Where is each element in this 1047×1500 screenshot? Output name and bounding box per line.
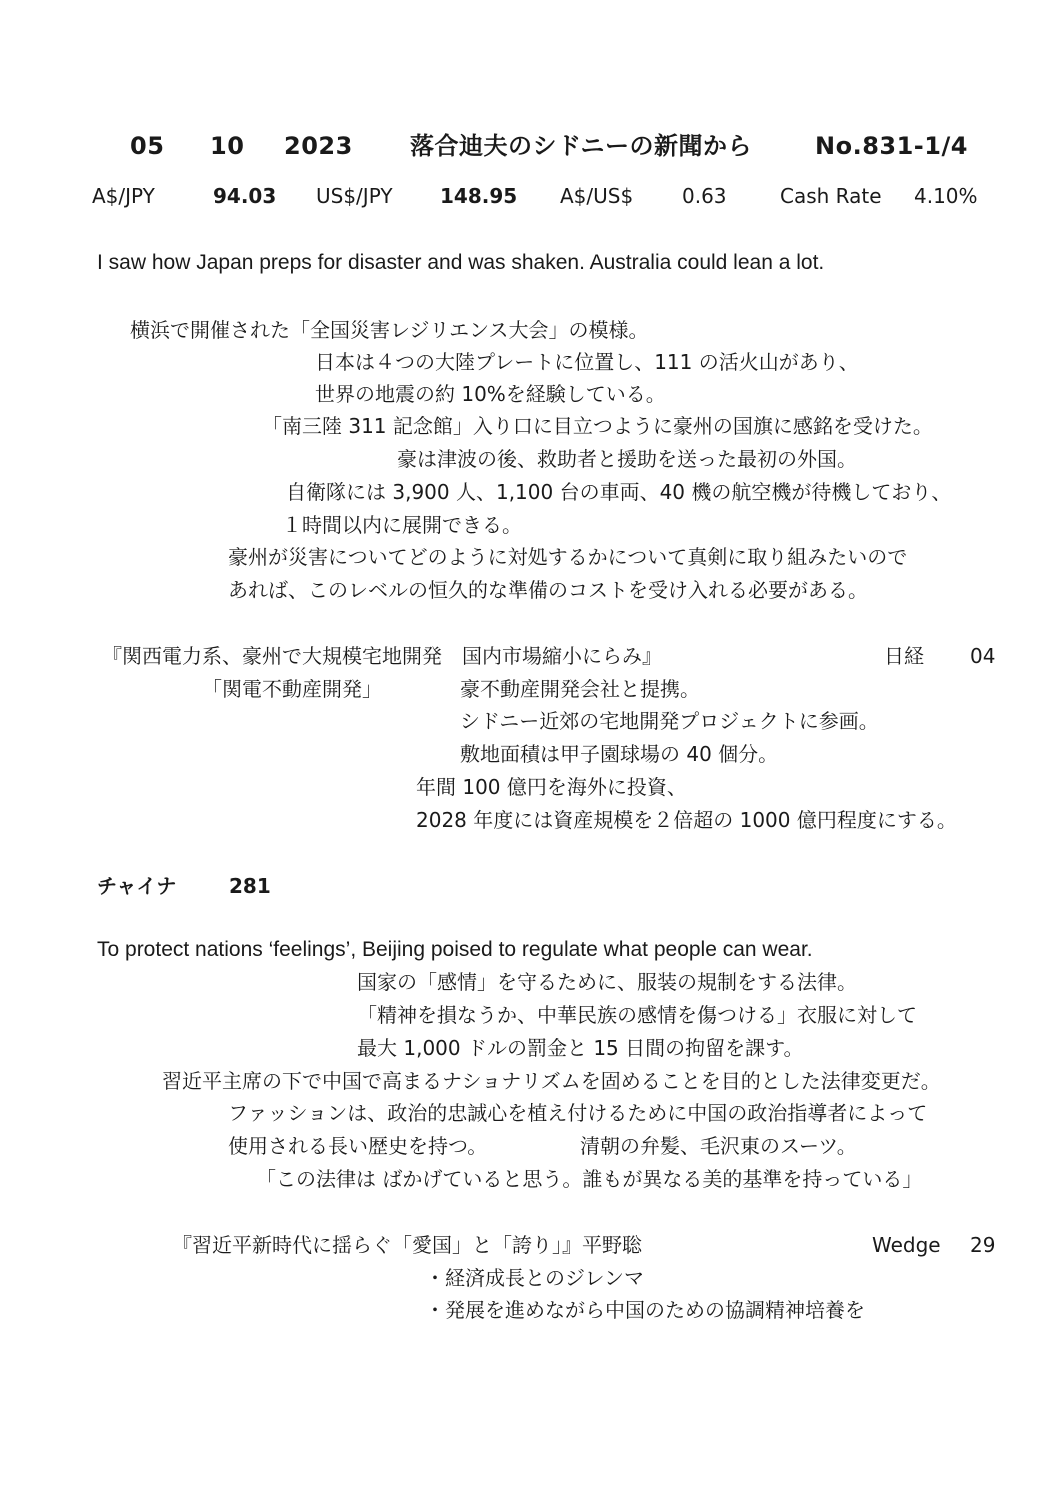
article-line: 国家の「感情」を守るために、服装の規制をする法律。	[357, 970, 857, 994]
cash-rate-value: 4.10%	[914, 184, 978, 208]
article-line: 「南三陸 311 記念館」入り口に目立つように豪州の国旗に感銘を受けた。	[262, 414, 933, 438]
article-headline: To protect nations ‘feelings’, Beijing poised to regulate what people can wear.	[97, 938, 813, 961]
header-day: 05	[130, 132, 165, 160]
article-line: 「精神を損なうか、中華民族の感情を傷つける」衣服に対して	[357, 1003, 917, 1027]
article-line: 自衛隊には 3,900 人、1,100 台の車両、40 機の航空機が待機しており、	[286, 480, 952, 504]
header-year: 2023	[284, 132, 353, 160]
header-title: 落合迪夫のシドニーの新聞から	[410, 132, 753, 160]
article-line: 日本は４つの大陸プレートに位置し、111 の活火山があり、	[315, 350, 859, 374]
article-line: 豪州が災害についてどのように対処するかについて真剣に取り組みたいので	[228, 545, 908, 569]
article-line: 敷地面積は甲子園球場の 40 個分。	[460, 742, 779, 766]
aud-usd-value: 0.63	[682, 184, 727, 208]
article-line: １時間以内に展開できる。	[282, 513, 522, 537]
article-line: あれば、このレベルの恒久的な準備のコストを受け入れる必要がある。	[228, 578, 868, 602]
article-line: ファッションは、政治的忠誠心を植え付けるために中国の政治指導者によって	[228, 1101, 928, 1125]
aud-jpy-value: 94.03	[213, 184, 277, 208]
article-headline: 『習近平新時代に揺らぐ「愛国」と「誇り」』平野聡	[172, 1233, 642, 1257]
article-line: 使用される長い歴史を持つ。	[228, 1134, 488, 1158]
article-headline: I saw how Japan preps for disaster and was shaken. Australia could lean a lot.	[97, 251, 825, 274]
aud-usd-label: A$/US$	[560, 184, 634, 208]
article-line: 豪は津波の後、救助者と援助を送った最初の外国。	[397, 447, 857, 471]
article-company: 「関電不動産開発」	[202, 677, 382, 701]
article-line: シドニー近郊の宅地開発プロジェクトに参画。	[460, 709, 879, 733]
bullet-item: ・発展を進めながら中国のための協調精神培養を	[425, 1298, 865, 1322]
aud-jpy-label: A$/JPY	[92, 184, 155, 208]
article-line: 年間 100 億円を海外に投資、	[416, 775, 687, 799]
usd-jpy-label: US$/JPY	[316, 184, 393, 208]
bullet-item: ・経済成長とのジレンマ	[425, 1266, 644, 1290]
section-label: チャイナ	[97, 874, 177, 898]
article-line: 清朝の弁髪、毛沢東のスーツ。	[580, 1134, 857, 1158]
article-line: 横浜で開催された「全国災害レジリエンス大会」の模様。	[130, 318, 649, 342]
article-line: 習近平主席の下で中国で高まるナショナリズムを固めることを目的とした法律変更だ。	[162, 1069, 941, 1093]
section-number: 281	[229, 874, 271, 898]
article-line: 2028 年度には資産規模を２倍超の 1000 億円程度にする。	[416, 808, 957, 832]
header-issue: No.831-1/4	[815, 132, 968, 160]
article-headline: 『関西電力系、豪州で大規模宅地開発 国内市場縮小にらみ』	[102, 644, 662, 668]
cash-rate-label: Cash Rate	[780, 184, 882, 208]
article-line: 世界の地震の約 10%を経験している。	[315, 382, 666, 406]
article-page: 29	[970, 1233, 996, 1257]
usd-jpy-value: 148.95	[440, 184, 518, 208]
article-source: 日経	[884, 644, 924, 668]
article-line: 「この法律は ばかげていると思う。誰もが異なる美的基準を持っている」	[256, 1167, 923, 1191]
article-line: 最大 1,000 ドルの罰金と 15 日間の拘留を課す。	[357, 1036, 804, 1060]
article-page: 04	[970, 644, 996, 668]
header-month: 10	[210, 132, 245, 160]
article-line: 豪不動産開発会社と提携。	[460, 677, 700, 701]
article-source: Wedge	[872, 1233, 941, 1257]
